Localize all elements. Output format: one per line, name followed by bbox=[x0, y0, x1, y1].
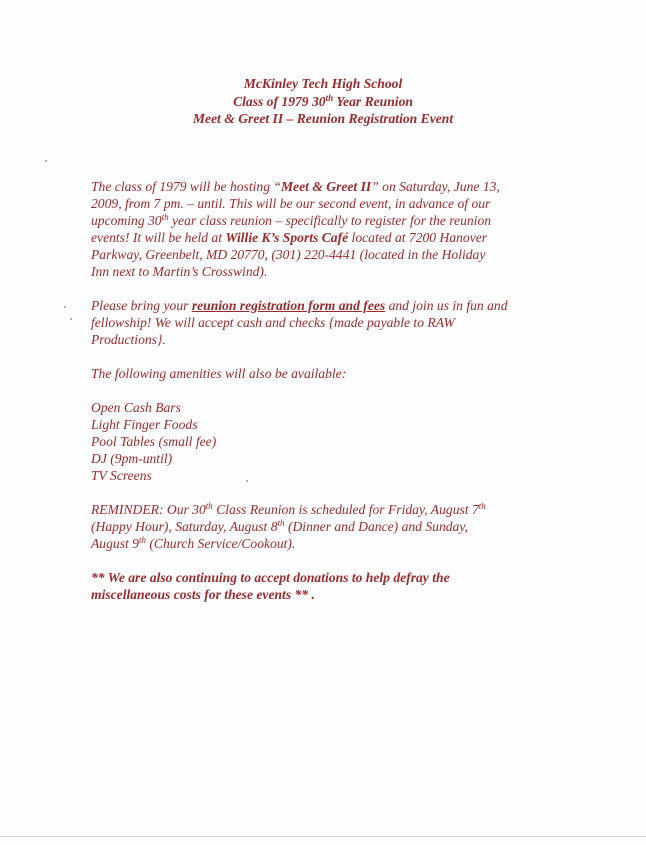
amenity-item: Light Finger Foods bbox=[91, 417, 198, 432]
text-line bbox=[91, 212, 571, 229]
text-line bbox=[91, 518, 571, 535]
text: (Dinner and Dance) and Sunday, bbox=[284, 519, 469, 534]
text-line bbox=[91, 501, 571, 518]
text: (Happy Hour), Saturday, August 8 bbox=[91, 519, 278, 534]
text: Please bring your bbox=[91, 298, 192, 313]
reunion-title-text: Year Reunion bbox=[333, 93, 413, 109]
intro-paragraph bbox=[91, 178, 571, 280]
ordinal-suffix: th bbox=[478, 501, 486, 511]
document-header bbox=[0, 75, 646, 128]
text: ” on Saturday, June 13, bbox=[371, 179, 500, 194]
text: The class of 1979 will be hosting “ bbox=[91, 179, 281, 194]
text: REMINDER: Our 30 bbox=[91, 502, 206, 517]
text: and join us in fun and bbox=[385, 298, 508, 313]
event-title: Meet & Greet II – Reunion Registration Event bbox=[192, 111, 454, 126]
amenities-list bbox=[91, 399, 571, 484]
amenity-item: Pool Tables (small fee) bbox=[91, 434, 217, 449]
ordinal-suffix: th bbox=[277, 518, 285, 528]
text-line bbox=[91, 178, 571, 195]
amenities-intro: The following amenities will also be available: bbox=[91, 366, 347, 381]
reunion-title-text: Class of 1979 30 bbox=[233, 93, 326, 109]
registration-emphasis: reunion registration form and fees bbox=[191, 298, 386, 313]
donations-note bbox=[91, 569, 571, 603]
text: Class Reunion is scheduled for Friday, August 7 bbox=[212, 502, 479, 517]
text-line: miscellaneous costs for these events ** . bbox=[91, 587, 315, 602]
amenity-item: Open Cash Bars bbox=[91, 400, 181, 415]
scan-speck bbox=[45, 160, 47, 162]
registration-paragraph bbox=[91, 297, 571, 348]
scan-edge-line bbox=[0, 836, 646, 837]
reminder-paragraph bbox=[91, 501, 571, 552]
ordinal-suffix: th bbox=[138, 535, 146, 545]
text-line bbox=[91, 535, 571, 552]
text: August 9 bbox=[91, 536, 139, 551]
venue-name: Willie K’s Sports Café bbox=[225, 230, 349, 245]
school-name: McKinley Tech High School bbox=[243, 76, 403, 91]
ordinal-suffix: th bbox=[205, 501, 213, 511]
document-body bbox=[91, 178, 571, 603]
amenity-item: DJ (9pm-until) bbox=[91, 451, 173, 466]
text-line: ** We are also continuing to accept donations to help defray the bbox=[91, 570, 450, 585]
text-line: Parkway, Greenbelt, MD 20770, (301) 220-4441 (located in the Holiday bbox=[91, 247, 486, 262]
text-line bbox=[91, 297, 571, 314]
text: events! It will be held at bbox=[91, 230, 226, 245]
scan-speck bbox=[64, 306, 66, 308]
ordinal-suffix: th bbox=[325, 92, 334, 103]
text-line: 2009, from 7 pm. – until. This will be our second event, in advance of our bbox=[91, 196, 491, 211]
event-name: Meet & Greet II bbox=[280, 179, 372, 194]
text: (Church Service/Cookout). bbox=[145, 536, 296, 551]
text-line: Productions}. bbox=[91, 332, 166, 347]
text: year class reunion – specifically to register for the reunion bbox=[168, 213, 492, 228]
text: upcoming 30 bbox=[91, 213, 162, 228]
text-line bbox=[91, 229, 571, 246]
reunion-title bbox=[0, 93, 646, 111]
text-line: fellowship! We will accept cash and checks {made payable to RAW bbox=[91, 315, 455, 330]
ordinal-suffix: th bbox=[161, 212, 169, 222]
text-line: Inn next to Martin’s Crosswind). bbox=[91, 264, 268, 279]
amenity-item: TV Screens bbox=[91, 468, 152, 483]
scan-speck bbox=[70, 318, 72, 320]
scan-speck bbox=[246, 480, 248, 482]
text: located at 7200 Hanover bbox=[348, 230, 488, 245]
